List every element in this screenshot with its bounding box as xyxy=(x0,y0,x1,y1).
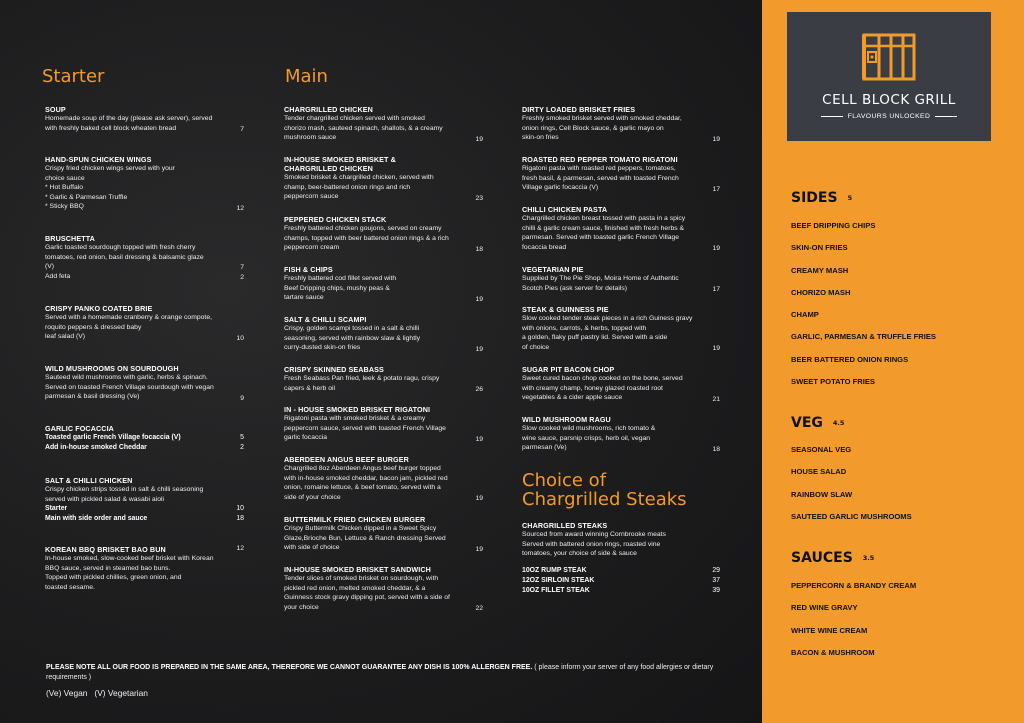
item-description: Crispy, golden scampi tossed in a salt & chilli seasoning, served with rainbow slaw & lightly curry-dusted skin-on fries xyxy=(284,325,421,352)
item-price: 12 xyxy=(236,204,244,212)
brand-name: CELL BLOCK GRILL xyxy=(822,92,956,108)
item-description: Garlic toasted sourdough topped with fresh cherry tomatoes, red onion, basil dressing & balsamic glaze (V) Add feta xyxy=(45,244,204,280)
allergen-notice-bold: PLEASE NOTE ALL OUR FOOD IS PREPARED IN THE SAME AREA, THEREFORE WE CANNOT GUARANTEE ANY DISH IS 100% ALLERGEN FREE. xyxy=(46,664,533,671)
item-name: SALT & CHILLI SCAMPI xyxy=(284,315,367,324)
menu-item xyxy=(284,405,483,443)
item-option xyxy=(45,514,244,524)
item-description: Crispy fried chicken wings served with your choice sauce * Hot Buffalo * Garlic & Parmesan Truffle * Sticky BBQ xyxy=(45,165,175,211)
menu-item xyxy=(522,305,720,352)
brand-logo xyxy=(787,12,991,141)
item-price: 19 xyxy=(475,295,483,303)
item-description: Served with a homemade cranberry & orange compote, roquito peppers & dressed baby leaf salad (V) xyxy=(45,314,212,341)
item-name: SUGAR PIT BACON CHOP xyxy=(522,365,615,374)
item-description: Freshly battered chicken goujons, served on creamy champs, topped with beer battered onion rings & a rich peppercorn cream xyxy=(284,225,449,252)
item-price: 19 xyxy=(475,545,483,553)
item-description: Sweet cured bacon chop cooked on the bone, served with creamy champ, honey glazed roasted root vegetables & a cider apple sauce xyxy=(522,375,683,402)
starter-title: Starter xyxy=(42,66,105,87)
item-name: CHILLI CHICKEN PASTA xyxy=(522,205,608,214)
steaks-description: Sourced from award winning Cornbrooke meats Served with battered onion rings, roasted vine tomatoes, your choice of side & sauce xyxy=(522,531,666,558)
veg-item: RAINBOW SLAW xyxy=(791,489,853,499)
item-price: 18 xyxy=(475,245,483,253)
item-price: 19 xyxy=(712,135,720,143)
item-price: 21 xyxy=(712,395,720,403)
item-description: Rigatoni pasta with smoked brisket & a creamy peppercorn sauce, served with toasted French Village garlic focaccia xyxy=(284,415,446,442)
item-description: Chargrilled 8oz Aberdeen Angus beef burger topped with in-house smoked cheddar, bacon jam, pickled red onion, romaine lettuce, & beef tomato, served with a side of your choice xyxy=(284,465,448,501)
item-description: Crispy Buttermilk Chicken dipped in a Sweet Spicy Glaze,Brioche Bun, Lettuce & Ranch dressing Served with side of choice xyxy=(284,525,446,552)
item-price: 9 xyxy=(240,394,244,402)
item-name: GARLIC FOCACCIA xyxy=(45,424,114,433)
side-item: CREAMY MASH xyxy=(791,265,849,275)
item-option xyxy=(45,504,244,514)
sauce-item: WHITE WINE CREAM xyxy=(791,625,868,635)
option-price: 10 xyxy=(236,505,244,513)
item-name: SOUP xyxy=(45,105,66,114)
item-price: 17 xyxy=(712,286,720,294)
steak-name: 10OZ FILLET STEAK xyxy=(522,586,590,594)
veg-price: 4.5 xyxy=(832,419,845,427)
item-price: 22 xyxy=(475,605,483,613)
side-item: BEER BATTERED ONION RINGS xyxy=(791,354,909,364)
item-name: BRUSCHETTA xyxy=(45,234,95,243)
menu-item xyxy=(522,205,720,252)
item-name: DIRTY LOADED BRISKET FRIES xyxy=(522,105,636,114)
item-name: IN-HOUSE SMOKED BRISKET SANDWICH xyxy=(284,565,431,574)
item-name: CHARGRILLED CHICKEN xyxy=(284,105,373,114)
item-description: Tender chargrilled chicken served with smoked chorizo mash, sauteed spinach, shallots, & a creamy mushroom sauce xyxy=(284,115,443,142)
jail-cell-icon xyxy=(861,32,917,84)
menu-item xyxy=(284,265,483,303)
steak-name: 10OZ RUMP STEAK xyxy=(522,566,587,574)
sauce-item: RED WINE GRAVY xyxy=(791,603,858,613)
sauces-list xyxy=(791,581,916,670)
option-price: 5 xyxy=(240,434,244,441)
item-price: 18 xyxy=(712,445,720,453)
item-description: Tender slices of smoked brisket on sourdough, with pickled red onion, melted smoked cheddar, & a Guinness stock gravy dipping pot, served with a side of your choice xyxy=(284,575,450,611)
item-description: Smoked brisket & chargrilled chicken, served with champ, beer-battered onion rings and rich peppercorn sauce xyxy=(284,174,434,201)
steak-name: 12OZ SIRLOIN STEAK xyxy=(522,576,595,584)
item-price: 19 xyxy=(712,245,720,253)
steak-price: 39 xyxy=(712,586,720,594)
menu-item xyxy=(45,424,244,453)
option-label: Main with side order and sauce xyxy=(45,515,148,523)
menu-item xyxy=(45,364,244,402)
item-price: 7 xyxy=(240,264,244,272)
veg-item: SAUTEED GARLIC MUSHROOMS xyxy=(791,511,912,521)
side-item: SKIN-ON FRIES xyxy=(791,243,848,253)
item-price: 19 xyxy=(712,345,720,353)
veg-item: HOUSE SALAD xyxy=(791,467,847,477)
item-name: VEGETARIAN PIE xyxy=(522,265,584,274)
item-price: 26 xyxy=(475,386,483,394)
item-description: Homemade soup of the day (please ask server), served with freshly baked cell block wheaten bread xyxy=(45,115,213,132)
veg-title: VEG xyxy=(791,415,823,431)
item-description: Supplied by The Pie Shop, Moira Home of Authentic Scotch Pies (ask server for details) xyxy=(522,275,679,292)
item-name: STEAK & GUINNESS PIE xyxy=(522,305,609,314)
steak-price: 29 xyxy=(712,566,720,574)
menu-item xyxy=(45,105,244,133)
side-item: CHAMP xyxy=(791,310,819,320)
brand-tagline: FLAVOURS UNLOCKED xyxy=(787,113,991,120)
side-item: BEEF DRIPPING CHIPS xyxy=(791,221,876,230)
item-price: 19 xyxy=(475,495,483,503)
sides-title: SIDES xyxy=(791,190,838,206)
item-price: 23 xyxy=(475,194,483,202)
item-name: PEPPERED CHICKEN STACK xyxy=(284,215,387,224)
item-name: WILD MUSHROOMS ON SOURDOUGH xyxy=(45,364,179,373)
item-name: BUTTERMILK FRIED CHICKEN BURGER xyxy=(284,515,426,524)
sauce-item: BACON & MUSHROOM xyxy=(791,647,875,657)
item-name: SALT & CHILLI CHICKEN xyxy=(45,476,133,485)
menu-item xyxy=(284,515,483,553)
menu-item xyxy=(45,234,244,281)
menu-item xyxy=(45,304,244,342)
item-price: 19 xyxy=(475,345,483,353)
menu-item xyxy=(522,415,720,453)
sauces-heading xyxy=(791,550,874,566)
steaks-block xyxy=(522,521,720,596)
item-name: IN - HOUSE SMOKED BRISKET RIGATONI xyxy=(284,405,431,414)
item-option xyxy=(45,433,244,443)
main-title: Main xyxy=(285,66,328,87)
allergen-notice xyxy=(46,663,716,682)
option-label: Add in-house smoked Cheddar xyxy=(45,444,147,451)
item-name: ROASTED RED PEPPER TOMATO RIGATONI xyxy=(522,155,678,164)
side-item: CHORIZO MASH xyxy=(791,287,851,297)
item-description: Slow cooked tender steak pieces in a rich Guiness gravy with onions, carrots, & herbs, topped with a golden, flaky puff pastry lid. Served with a side of choice xyxy=(522,315,693,351)
item-description: In-house smoked, slow-cooked beef brisket with Korean BBQ sauce, served in steamed bao buns. Topped with pickled chillies, green onion, and toasted sesame. xyxy=(45,555,214,591)
veg-heading xyxy=(791,415,844,431)
sides-heading xyxy=(791,190,852,206)
menu-item xyxy=(284,215,483,253)
veg-item: SEASONAL VEG xyxy=(791,445,852,454)
item-name: CRISPY PANKO COATED BRIE xyxy=(45,304,153,313)
side-item: SWEET POTATO FRIES xyxy=(791,377,875,387)
sauce-item: PEPPERCORN & BRANDY CREAM xyxy=(791,581,917,590)
item-price: 12 xyxy=(236,545,244,552)
steak-price: 37 xyxy=(712,576,720,584)
menu-item xyxy=(284,315,483,353)
item-price: 17 xyxy=(712,185,720,193)
item-description: Chargrilled chicken breast tossed with pasta in a spicy chilli & garlic cream sauce, finished with fresh herbs & parmesan. Served with toasted garlic French Village focaccia bread xyxy=(522,215,686,251)
menu-item xyxy=(522,265,720,293)
item-name: KOREAN BBQ BRISKET BAO BUN xyxy=(45,545,166,554)
item-price: 19 xyxy=(475,135,483,143)
menu-item xyxy=(45,545,244,592)
side-item: GARLIC, PARMESAN & TRUFFLE FRIES xyxy=(791,332,936,342)
option-label: Toasted garlic French Village focaccia (V) xyxy=(45,434,181,441)
item-description: Crispy chicken strips tossed in salt & chilli seasoning served with pickled salad & wasabi aioli xyxy=(45,486,204,503)
option-label: Starter xyxy=(45,505,68,513)
menu-item xyxy=(284,565,483,612)
item-description: Fresh Seabass Pan fried, leek & potato ragu, crispy capers & herb oil xyxy=(284,375,440,392)
diet-legend: (Ve) Vegan (V) Vegetarian xyxy=(46,688,148,698)
item-price: 10 xyxy=(236,334,244,342)
item-price-addon: 2 xyxy=(240,274,244,282)
option-price: 2 xyxy=(240,444,244,451)
item-name: WILD MUSHROOM RAGU xyxy=(522,415,611,424)
menu-item xyxy=(284,365,483,393)
item-name: CRISPY SKINNED SEABASS xyxy=(284,365,384,374)
menu-item xyxy=(45,476,244,524)
item-name: FISH & CHIPS xyxy=(284,265,333,274)
item-description: Sauteed wild mushrooms with garlic, herbs & spinach. Served on toasted French Village sourdough with vegan parmesan & basil dressing (Ve) xyxy=(45,374,214,401)
menu-item xyxy=(284,105,483,143)
item-price: 19 xyxy=(475,435,483,443)
steak-option xyxy=(522,566,720,576)
steak-option xyxy=(522,576,720,586)
menu-item xyxy=(284,155,483,202)
option-price: 18 xyxy=(236,515,244,523)
sides-list xyxy=(791,221,936,399)
item-name: HAND-SPUN CHICKEN WINGS xyxy=(45,155,152,164)
steak-option xyxy=(522,586,720,596)
menu-item xyxy=(45,155,244,212)
allergen-notice-text: ( please inform your server of any food allergies or dietary requirements ) xyxy=(46,664,714,681)
item-description: Freshly smoked brisket served with smoked cheddar, onion rings, Cell Block sauce, & garlic mayo on skin-on fries xyxy=(522,115,682,142)
steaks-title: Choice of Chargrilled Steaks xyxy=(522,470,687,510)
steaks-heading: CHARGRILLED STEAKS xyxy=(522,521,608,530)
menu-item xyxy=(284,455,483,502)
sauces-price: 3.5 xyxy=(862,554,875,562)
steaks-list xyxy=(522,566,720,596)
veg-list xyxy=(791,445,912,534)
menu-item xyxy=(522,365,720,403)
menu-item xyxy=(522,155,720,193)
item-name: IN-HOUSE SMOKED BRISKET & CHARGRILLED CHICKEN xyxy=(284,155,396,173)
menu-item xyxy=(522,105,720,143)
sauces-title: SAUCES xyxy=(791,550,853,566)
item-name: ABERDEEN ANGUS BEEF BURGER xyxy=(284,455,409,464)
item-description: Rigatoni pasta with roasted red peppers, tomatoes, fresh basil, & parmesan, served with toasted French Village garlic focaccia (V) xyxy=(522,165,679,192)
item-option xyxy=(45,443,244,453)
item-description: Slow cooked wild mushrooms, rich tomato & wine sauce, parsnip crisps, herb oil, vegan parmesan (Ve) xyxy=(522,425,656,452)
item-price: 7 xyxy=(240,126,244,134)
item-description: Freshly battered cod fillet served with Beef Dripping chips, mushy peas & tartare sauce xyxy=(284,275,397,302)
sides-price: 5 xyxy=(847,194,853,202)
